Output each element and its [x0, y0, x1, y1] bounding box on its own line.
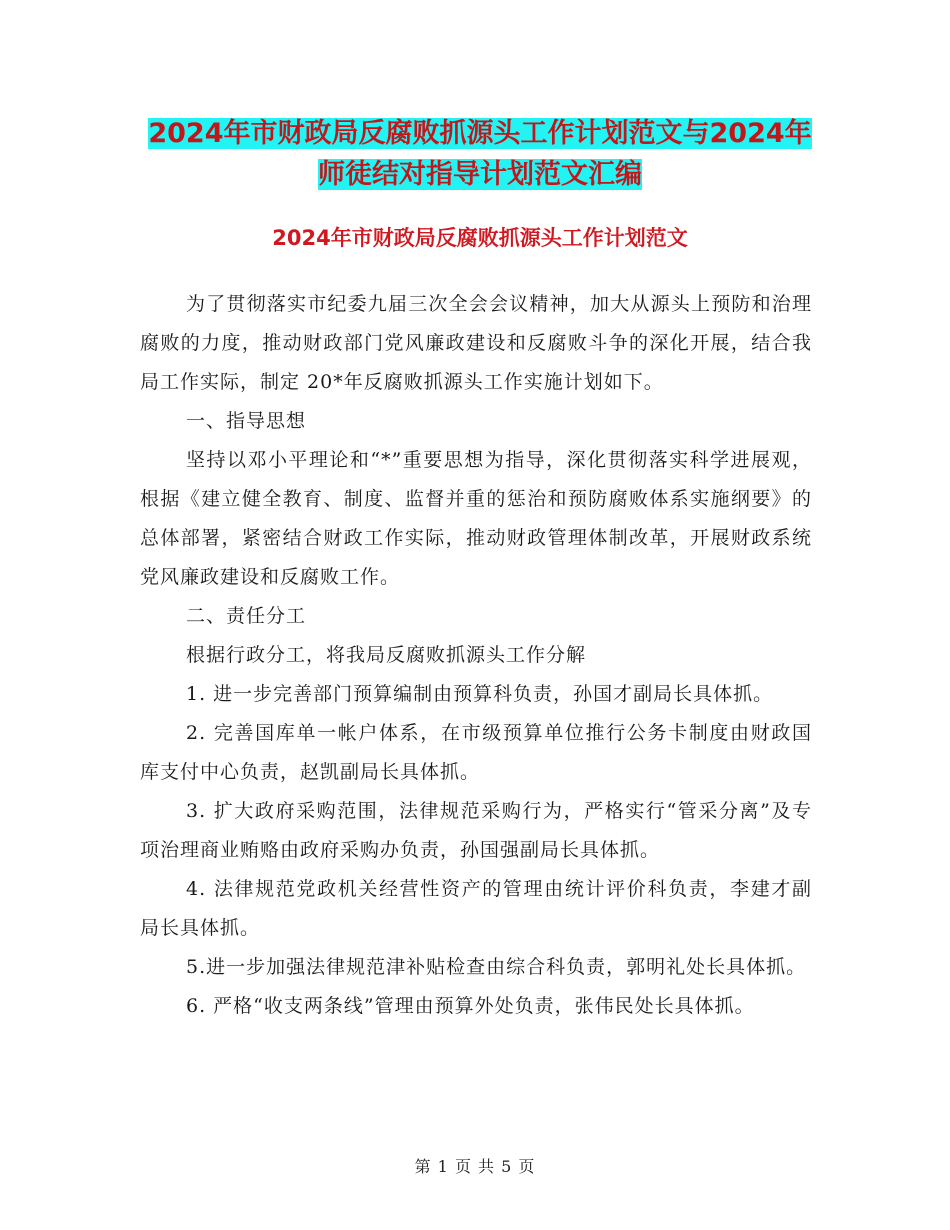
heading-guiding-ideology: 一、指导思想: [186, 410, 307, 432]
page-footer: 第 1 页 共 5 页: [414, 1157, 536, 1176]
list-item-4: 4. 法律规范党政机关经营性资产的管理由统计评价科负责，李建才副局长具体抓。: [140, 878, 812, 939]
paragraph-responsibility-intro: 根据行政分工，将我局反腐败抓源头工作分解: [186, 644, 587, 666]
list-item-3: 3. 扩大政府采购范围，法律规范采购行为，严格实行“管采分离”及专项治理商业贿赂由政府采购办负责，孙国强副局长具体抓。: [140, 800, 812, 861]
paragraph-intro: 为了贯彻落实市纪委九届三次全会会议精神，加大从源头上预防和治理腐败的力度，推动财政部门党风廉政建设和反腐败斗争的深化开展，结合我局工作实际，制定 20*年反腐败抓源头工作实施计划如下。: [140, 293, 812, 393]
list-item-6: 6. 严格“收支两条线”管理由预算外处负责，张伟民处长具体抓。: [186, 995, 755, 1017]
section-title: 2024年市财政局反腐败抓源头工作计划范文: [272, 226, 688, 250]
heading-responsibility: 二、责任分工: [186, 605, 307, 627]
document-title-line-1: [120, 111, 840, 157]
list-item-5: 5.进一步加强法律规范津补贴检查由综合科负责，郭明礼处长具体抓。: [186, 956, 807, 978]
title-highlight-2: 师徒结对指导计划范文汇编: [318, 159, 642, 190]
title-highlight-1: 2024年市财政局反腐败抓源头工作计划范文与2024年: [148, 118, 812, 149]
document-title-line-2: [120, 152, 840, 198]
list-item-1: 1. 进一步完善部门预算编制由预算科负责，孙国才副局长具体抓。: [186, 683, 774, 705]
list-item-2: 2. 完善国库单一帐户体系，在市级预算单位推行公务卡制度由财政国库支付中心负责，赵凯副局长具体抓。: [140, 722, 812, 783]
paragraph-guiding-ideology: 坚持以邓小平理论和“*”重要思想为指导，深化贯彻落实科学进展观，根据《建立健全教育、制度、监督并重的惩治和预防腐败体系实施纲要》的总体部署，紧密结合财政工作实际，推动财政管理体制改革，开展财政系统党风廉政建设和反腐败工作。: [140, 449, 812, 588]
document-body: [140, 285, 812, 1026]
